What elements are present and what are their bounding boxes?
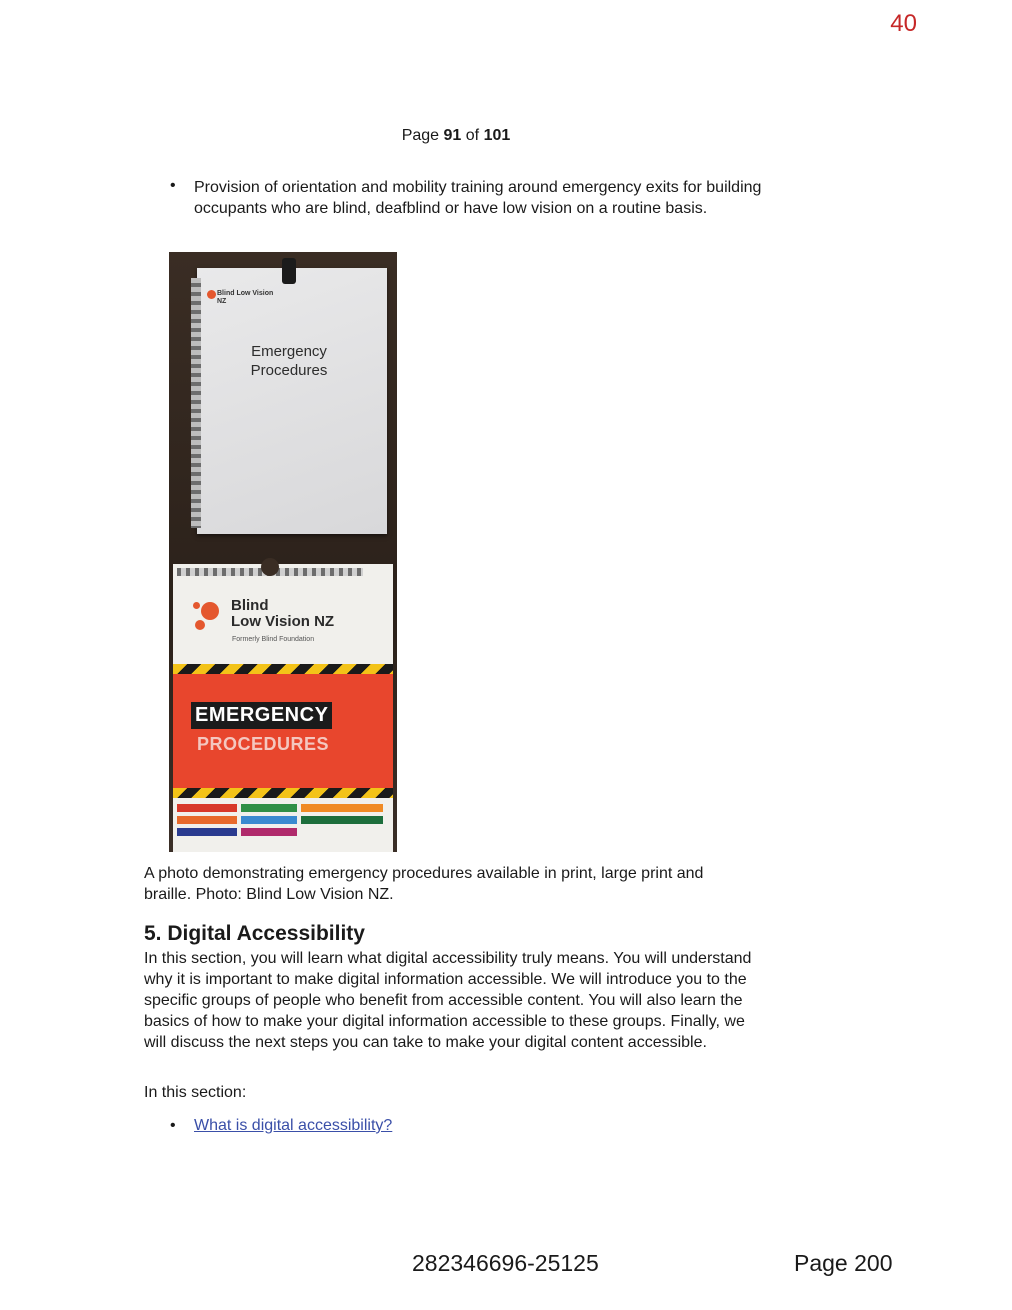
photo-clip bbox=[282, 258, 296, 284]
emergency-procedures-photo bbox=[169, 252, 397, 852]
page-header-prefix: Page bbox=[401, 127, 440, 144]
photo-logo-dot bbox=[193, 602, 200, 609]
photo-logo-dot bbox=[195, 620, 205, 630]
photo-spiral-binding bbox=[191, 278, 201, 528]
photo-tab bbox=[177, 816, 237, 824]
photo-logo-line1: Blind bbox=[231, 597, 269, 614]
section-heading: 5. Digital Accessibility bbox=[144, 922, 365, 945]
footer-document-id: 282346696-25125 bbox=[412, 1250, 599, 1276]
link-what-is-digital-accessibility[interactable]: What is digital accessibility? bbox=[194, 1117, 393, 1134]
in-this-section-label: In this section: bbox=[144, 1084, 247, 1101]
photo-caption: A photo demonstrating emergency procedures available in print, large print and braille. Photo: Blind Low Vision NZ. bbox=[144, 865, 704, 903]
corner-page-number: 40 bbox=[890, 10, 917, 37]
photo-tab bbox=[301, 804, 383, 812]
photo-tab bbox=[241, 828, 297, 836]
footer-page-number: Page 200 bbox=[794, 1250, 893, 1276]
page-header-middle: of bbox=[465, 127, 480, 144]
link-bullet-marker: • bbox=[170, 1117, 176, 1134]
page-header bbox=[0, 127, 912, 145]
photo-logo-sub: Formerly Blind Foundation bbox=[232, 636, 315, 643]
photo-tab bbox=[177, 804, 237, 812]
photo-upper-sheet bbox=[197, 268, 387, 534]
photo-logo-dot bbox=[201, 602, 219, 620]
section-body: In this section, you will learn what digital accessibility truly means. You will understand why it is important to make digital information accessible. We will introduce you to the specific groups of people who benefit from accessible content. You will also learn the basics of how to make your digital information accessible to these groups. Finally, we will discuss the next steps you can take to make your digital content accessible. bbox=[144, 950, 752, 1051]
photo-emergency-label: EMERGENCY bbox=[191, 702, 332, 729]
photo-index-tabs bbox=[177, 800, 387, 840]
photo-hazard-stripe bbox=[173, 664, 393, 674]
photo-tab bbox=[241, 816, 297, 824]
photo-procedures-label: PROCEDURES bbox=[197, 734, 330, 754]
photo-tab bbox=[301, 816, 383, 824]
photo-tab bbox=[241, 804, 297, 812]
photo-hazard-stripe bbox=[173, 788, 393, 798]
bullet-text: Provision of orientation and mobility training around emergency exits for building occupants who are blind, deafblind or have low vision on a routine basis. bbox=[194, 179, 762, 217]
photo-upper-logo: Blind Low Vision NZ bbox=[217, 290, 274, 305]
photo-logo-line2: Low Vision NZ bbox=[231, 613, 335, 630]
bullet-marker: • bbox=[170, 177, 176, 194]
photo-logo-text bbox=[231, 598, 334, 630]
photo-upper-logo-dot bbox=[207, 290, 216, 299]
photo-tab bbox=[177, 828, 237, 836]
photo-upper-title: Emergency Procedures bbox=[250, 343, 328, 379]
page-header-current: 91 bbox=[443, 127, 462, 144]
page-header-total: 101 bbox=[483, 127, 511, 144]
photo-lower-hanger bbox=[261, 558, 279, 576]
photo-red-panel bbox=[173, 674, 393, 788]
